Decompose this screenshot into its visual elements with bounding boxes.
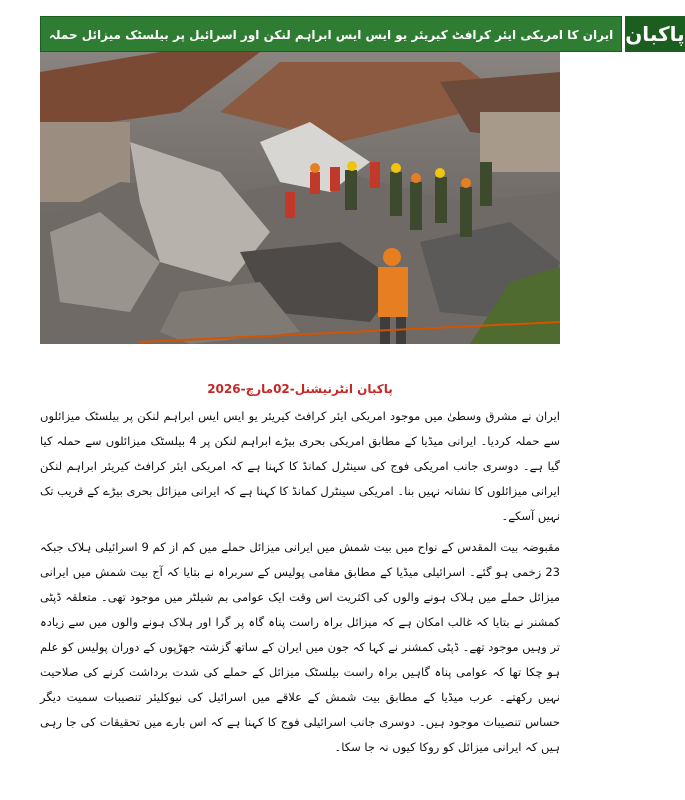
article-body <box>40 404 560 766</box>
headline: ایران کا امریکی ایئر کرافٹ کیریئر یو ایس ایس ابراہم لنکن اور اسرائیل پر بیلسٹک میزائل حملہ <box>40 16 622 52</box>
news-photo <box>40 52 560 344</box>
dateline: پاکبان انٹرنیشنل-02مارچ-2026 <box>207 382 393 396</box>
article-paragraph: ایران نے مشرق وسطیٰ میں موجود امریکی ایئر کرافٹ کیریئر یو ایس ایس ابراہم لنکن پر بیلسٹک میزائلوں سے حملہ کردیا۔ ایرانی میڈیا کے مطابق امریکی بحری بیڑے ابراہم لنکن پر 4 بیلسٹک میزائلوں سے حملہ کیا گیا ہے۔ دوسری جانب امریکی فوج کی سینٹرل کمانڈ کا کہنا ہے کہ امریکی ایئر کرافٹ کیریئر ابراہم لنکن ایرانی میزائلوں کا نشانہ نہیں بنا۔ امریکی سینٹرل کمانڈ کا کہنا ہے کہ ایرانی میزائل بحری بیڑے کے قریب تک نہیں آسکے۔ <box>40 409 561 523</box>
brand-logo: پاکبان <box>622 16 684 52</box>
article-paragraph: مقبوضہ بیت المقدس کے نواح میں بیت شمش میں ایرانی میزائل حملے میں کم از کم 9 اسرائیلی ہلاک جبکہ 23 زخمی ہو گئے۔ اسرائیلی میڈیا کے مطابق مقامی پولیس کے سربراہ نے بتایا کہ آج بیت شمش میں ایرانی میزائل حملے میں ہلاک ہونے والوں کی اکثریت اس وقت ایک عوامی بم شیلٹر میں موجود تھی۔ متعلقہ ڈپٹی کمشنر نے بتایا کہ غالب امکان ہے کہ میزائل براہ راست پناہ گاہ پر گرا اور ہلاک ہونے والوں میں سے زیادہ تر وہیں موجود تھے۔ ڈپٹی کمشنر نے کہا کہ جون میں ایران کے ساتھ گزشتہ جھڑپوں کے دوران پولیس کو علم ہو چکا تھا کہ عوامی پناہ گاہیں براہ راست بیلسٹک میزائل کے حملے کی شدت برداشت کرنے کی صلاحیت نہیں رکھتے۔ عرب میڈیا کے مطابق بیت شمش کے علاقے میں اسرائیل کی نیوکلیئر تنصیبات سمیت دیگر حساس تنصیبات موجود ہیں۔ دوسری جانب اسرائیلی فوج کا کہنا ہے کہ اس بارے میں تحقیقات کی جا رہی ہیں کہ ایرانی میزائل کو روکا کیوں نہ جا سکا۔ <box>40 540 560 754</box>
header-banner <box>40 16 685 52</box>
